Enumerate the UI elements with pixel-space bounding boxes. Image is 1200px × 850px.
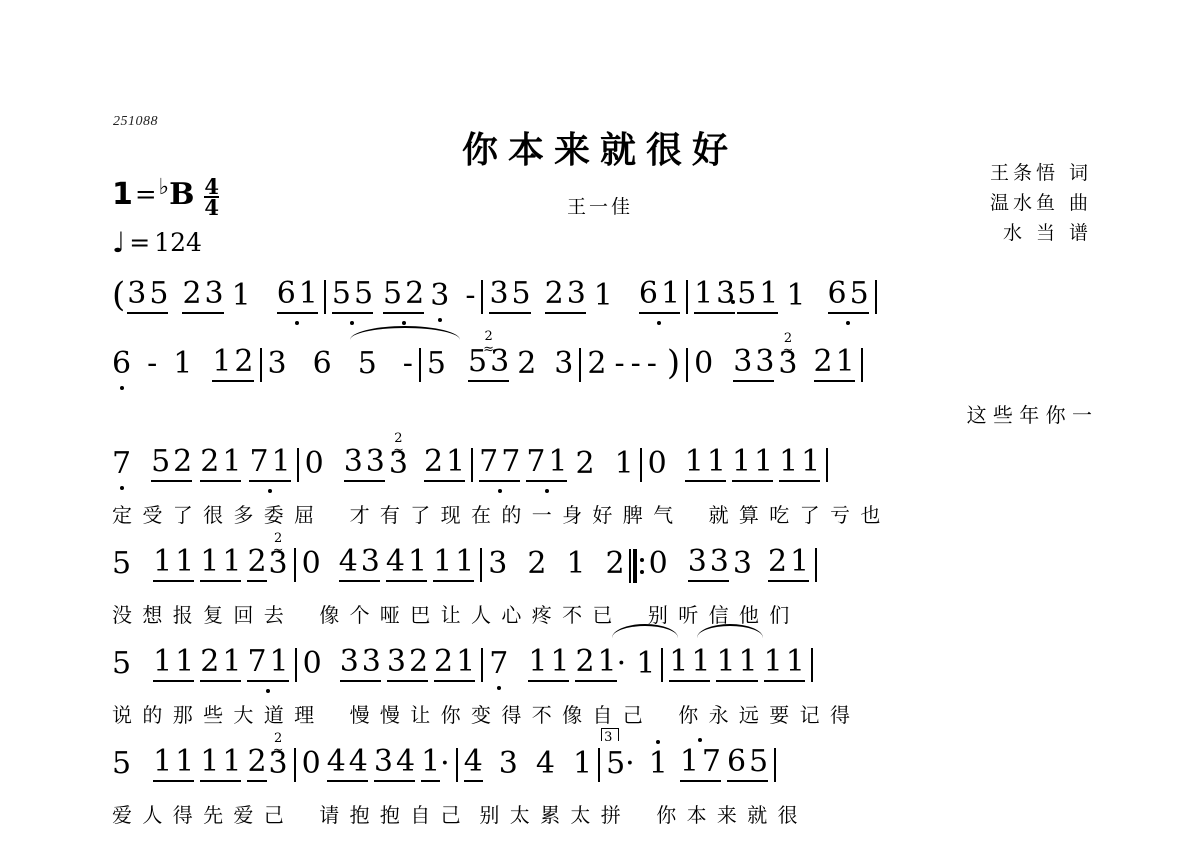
- key-name: B: [169, 177, 195, 212]
- lyric-line-3: 定 受 了 很 多 委 屈 才 有 了 现 在 的 一 身 好 脾 气 就 算 吃 了 亏 也: [112, 502, 883, 527]
- page-title: 你本来就很好: [461, 130, 738, 171]
- time-signature: [204, 174, 220, 220]
- credit-lyricist: 王条悟 词: [989, 162, 1092, 184]
- flat-icon: ♭: [158, 175, 170, 200]
- lyric-line-2: 这 些 年 你 一: [966, 402, 1092, 427]
- key-do-label: 1: [112, 177, 133, 212]
- lyric-row: [0, 590, 1200, 636]
- key-signature-block: [112, 174, 220, 220]
- lyric-row: [0, 690, 1200, 736]
- notation-row: [0, 336, 1200, 390]
- credits-block: [990, 158, 1092, 248]
- notation-row: [0, 636, 1200, 690]
- credit-composer: 温水鱼 曲: [989, 192, 1092, 214]
- document-id: 251088: [113, 114, 158, 129]
- time-signature-denominator: 4: [204, 195, 220, 220]
- performer-name: 王一佳: [566, 196, 633, 218]
- lyric-row: [0, 390, 1200, 436]
- credit-transcriber: 水 当 谱: [1002, 222, 1092, 244]
- tempo-equals-sign: =: [129, 228, 151, 257]
- lyric-line-4: 没 想 报 复 回 去 像 个 哑 巴 让 人 心 疼 不 已 别 听 信 他 们: [112, 602, 792, 627]
- lyric-row: [0, 790, 1200, 836]
- music-staff: [0, 268, 1200, 836]
- notation-line-2: 6 - 1 1 2 3 6 5 - 5 2 5 3 ≈ 2 3 2 - - - ) 0 3 3 2 3 ≈ 2 1: [112, 336, 1092, 390]
- notation-line-4: 5 1 1 1 1 2 2 3 ≈ 0 4 3 4 1 1 1 3 2 1 2 0 3 3 3 2 1: [112, 536, 1092, 590]
- time-signature-numerator: 4: [204, 174, 220, 199]
- notation-line-5: 5 1 1 2 1 7 1 0 3 3 3 2 2 1 7 1 1 2 1 · 1 1 1 1 1 1 1: [112, 636, 1092, 690]
- lyric-line-5: 说 的 那 些 大 道 理 慢 慢 让 你 变 得 不 像 自 己 你 永 远 要 记 得: [112, 702, 853, 727]
- notation-row: [0, 536, 1200, 590]
- key-equals-sign: =: [134, 180, 157, 210]
- notation-row: [0, 268, 1200, 322]
- quarter-note-icon: ♩: [112, 225, 126, 259]
- notation-row: [0, 736, 1200, 790]
- tempo-bpm: 124: [154, 228, 202, 257]
- lyric-row: [0, 490, 1200, 536]
- tempo-marking: [112, 225, 202, 259]
- notation-line-1: ( 3 5 2 3 1 6 1 5 5 5 2 3 - 3 5 2 3 1 6 1 1 3 5 1 1 6 5: [112, 268, 1092, 322]
- notation-row: [0, 436, 1200, 490]
- lyric-line-6: 爱 人 得 先 爱 己 请 抱 抱 自 己 别 太 累 太 拼 你 本 来 就 很: [112, 802, 800, 827]
- notation-line-3: 7 5 2 2 1 7 1 0 3 3 2 3 ≈ 2 1 7 7 7 1 2 1 0 1 1 1 1 1 1: [112, 436, 1092, 490]
- notation-line-6: 5 1 1 1 1 2 2 3 ≈ 0 4 4 3 4 1 · 4 3 4 1 3 5 · 1 1 7 6 5: [112, 736, 1092, 790]
- repeat-barline: [629, 547, 645, 583]
